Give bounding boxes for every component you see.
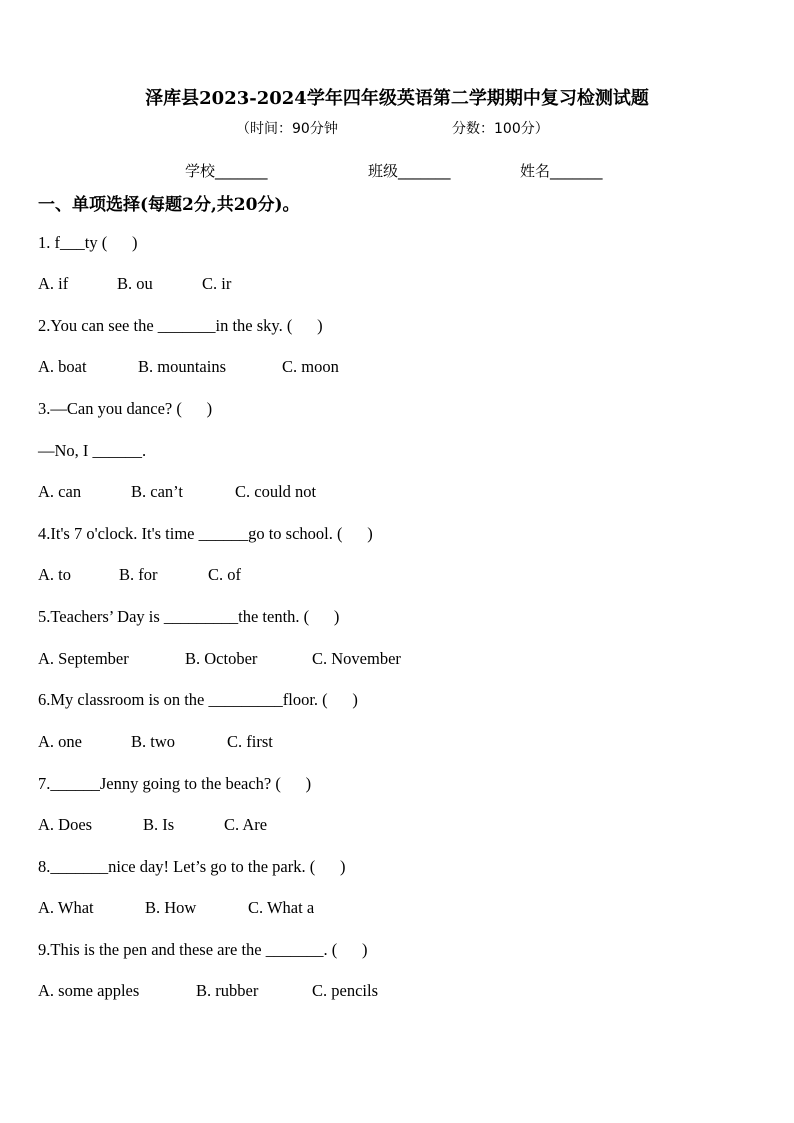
- question-6-option-b: B. two: [131, 732, 176, 751]
- question-1-option-a: A. if: [38, 274, 69, 293]
- question-7-option-b: B. Is: [143, 815, 175, 834]
- class-field: 班级_______: [368, 162, 451, 180]
- question-1-stem: 1. f___ty ( ): [38, 233, 138, 252]
- question-8-option-c: C. What a: [248, 898, 315, 917]
- score-info: 分数：100分）: [452, 121, 549, 137]
- question-7-option-a: A. Does: [38, 815, 93, 834]
- time-info: （时间：90分钟: [236, 121, 338, 137]
- question-5-option-b: B. October: [185, 649, 258, 668]
- question-3-option-c: C. could not: [235, 482, 317, 501]
- question-7-option-c: C. Are: [224, 815, 268, 834]
- question-1-option-b: B. ou: [117, 274, 153, 293]
- question-9-stem: 9.This is the pen and these are the _______. ( ): [38, 940, 368, 959]
- question-3-stem-answer: —No, I ______.: [38, 441, 147, 460]
- question-4-option-a: A. to: [38, 565, 71, 584]
- school-field: 学校_______: [185, 162, 268, 180]
- question-3-option-a: A. can: [38, 482, 82, 501]
- question-3-option-b: B. can’t: [131, 482, 183, 501]
- question-4-option-b: B. for: [119, 565, 158, 584]
- question-2-option-c: C. moon: [282, 357, 339, 376]
- question-5-stem: 5.Teachers’ Day is _________the tenth. ( ): [38, 607, 340, 626]
- section-heading: 一、单项选择(每题2分,共20分)。: [38, 195, 300, 215]
- question-9-option-b: B. rubber: [196, 981, 259, 1000]
- question-4-option-c: C. of: [208, 565, 241, 584]
- question-7-stem: 7.______Jenny going to the beach? ( ): [38, 774, 312, 793]
- question-8-option-a: A. What: [38, 898, 94, 917]
- question-6-option-c: C. first: [227, 732, 273, 751]
- question-1-option-c: C. ir: [202, 274, 232, 293]
- question-9-option-c: C. pencils: [312, 981, 378, 1000]
- question-2-option-a: A. boat: [38, 357, 87, 376]
- question-6-stem: 6.My classroom is on the _________floor. ( ): [38, 690, 358, 709]
- question-4-stem: 4.It's 7 o'clock. It's time ______go to school. ( ): [38, 524, 373, 543]
- question-2-stem: 2.You can see the _______in the sky. ( ): [38, 316, 323, 335]
- page-title: 泽库县2023-2024学年四年级英语第二学期期中复习检测试题: [145, 88, 649, 109]
- question-8-option-b: B. How: [145, 898, 197, 917]
- question-5-option-c: C. November: [312, 649, 401, 668]
- question-5-option-a: A. September: [38, 649, 129, 668]
- question-6-option-a: A. one: [38, 732, 82, 751]
- name-field: 姓名_______: [520, 162, 603, 180]
- question-9-option-a: A. some apples: [38, 981, 140, 1000]
- question-3-stem: 3.—Can you dance? ( ): [38, 399, 213, 418]
- question-2-option-b: B. mountains: [138, 357, 227, 376]
- question-8-stem: 8._______nice day! Let’s go to the park. ( ): [38, 857, 346, 876]
